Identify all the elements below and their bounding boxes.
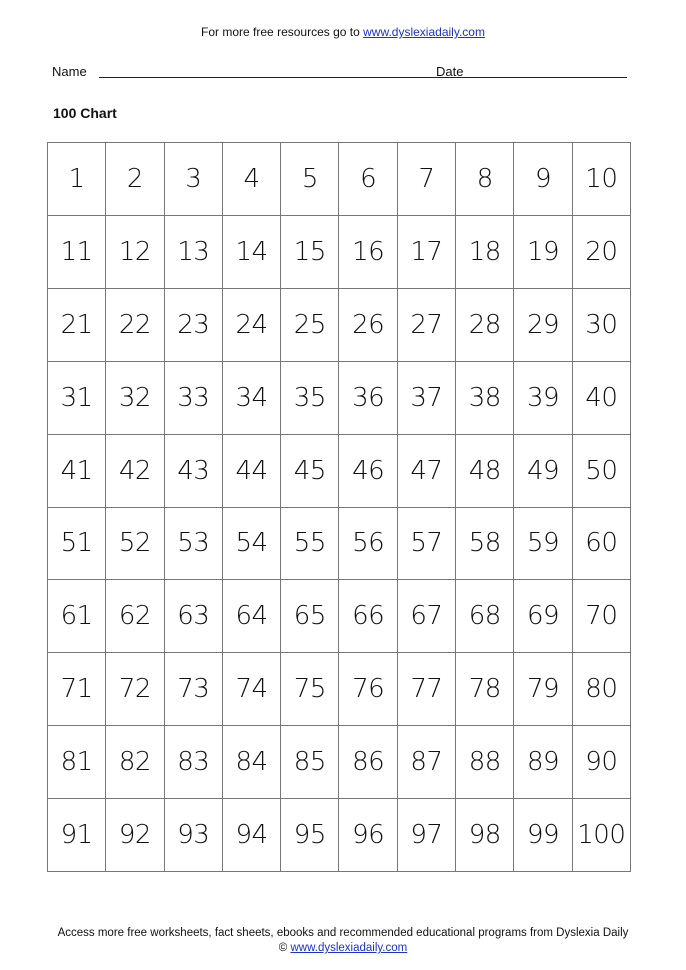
grid-cell: 78 <box>456 653 514 726</box>
grid-cell: 11 <box>48 216 106 289</box>
grid-cell: 35 <box>281 362 339 435</box>
grid-cell: 75 <box>281 653 339 726</box>
grid-cell: 48 <box>456 435 514 508</box>
grid-cell: 82 <box>106 726 164 799</box>
grid-cell: 50 <box>573 435 631 508</box>
grid-cell: 10 <box>573 143 631 216</box>
date-field[interactable] <box>473 77 627 78</box>
grid-cell: 5 <box>281 143 339 216</box>
grid-cell: 45 <box>281 435 339 508</box>
grid-cell: 32 <box>106 362 164 435</box>
date-label: Date <box>436 64 464 79</box>
grid-cell: 8 <box>456 143 514 216</box>
grid-cell: 94 <box>223 799 281 872</box>
grid-cell: 33 <box>165 362 223 435</box>
chart-title: 100 Chart <box>53 105 117 121</box>
grid-cell: 36 <box>339 362 397 435</box>
name-label: Name <box>52 64 87 79</box>
grid-cell: 96 <box>339 799 397 872</box>
grid-cell: 81 <box>48 726 106 799</box>
grid-cell: 86 <box>339 726 397 799</box>
grid-cell: 1 <box>48 143 106 216</box>
grid-cell: 18 <box>456 216 514 289</box>
grid-cell: 71 <box>48 653 106 726</box>
grid-cell: 34 <box>223 362 281 435</box>
grid-cell: 20 <box>573 216 631 289</box>
grid-cell: 99 <box>514 799 572 872</box>
footer-link-row <box>0 941 686 956</box>
grid-cell: 60 <box>573 508 631 581</box>
grid-cell: 56 <box>339 508 397 581</box>
footer <box>0 926 686 956</box>
grid-cell: 42 <box>106 435 164 508</box>
footer-website-link[interactable]: www.dyslexiadaily.com <box>290 942 408 954</box>
grid-cell: 2 <box>106 143 164 216</box>
grid-cell: 4 <box>223 143 281 216</box>
grid-cell: 76 <box>339 653 397 726</box>
grid-cell: 79 <box>514 653 572 726</box>
grid-cell: 69 <box>514 580 572 653</box>
grid-cell: 9 <box>514 143 572 216</box>
footer-text: Access more free worksheets, fact sheets, ebooks and recommended educational programs from Dyslexia Daily <box>57 927 629 939</box>
grid-cell: 88 <box>456 726 514 799</box>
grid-cell: 61 <box>48 580 106 653</box>
grid-cell: 6 <box>339 143 397 216</box>
grid-cell: 80 <box>573 653 631 726</box>
grid-cell: 16 <box>339 216 397 289</box>
grid-cell: 28 <box>456 289 514 362</box>
grid-cell: 49 <box>514 435 572 508</box>
grid-cell: 46 <box>339 435 397 508</box>
grid-cell: 53 <box>165 508 223 581</box>
name-field[interactable] <box>99 77 475 78</box>
grid-cell: 31 <box>48 362 106 435</box>
grid-cell: 85 <box>281 726 339 799</box>
grid-cell: 63 <box>165 580 223 653</box>
grid-cell: 92 <box>106 799 164 872</box>
grid-cell: 62 <box>106 580 164 653</box>
grid-cell: 25 <box>281 289 339 362</box>
grid-cell: 22 <box>106 289 164 362</box>
grid-cell: 52 <box>106 508 164 581</box>
grid-cell: 74 <box>223 653 281 726</box>
grid-cell: 15 <box>281 216 339 289</box>
grid-cell: 64 <box>223 580 281 653</box>
grid-cell: 54 <box>223 508 281 581</box>
grid-cell: 83 <box>165 726 223 799</box>
grid-cell: 59 <box>514 508 572 581</box>
header-note-text: For more free resources go to <box>201 25 364 39</box>
grid-cell: 7 <box>398 143 456 216</box>
grid-cell: 38 <box>456 362 514 435</box>
grid-cell: 44 <box>223 435 281 508</box>
grid-cell: 29 <box>514 289 572 362</box>
grid-cell: 84 <box>223 726 281 799</box>
grid-cell: 47 <box>398 435 456 508</box>
grid-cell: 77 <box>398 653 456 726</box>
grid-cell: 23 <box>165 289 223 362</box>
grid-cell: 43 <box>165 435 223 508</box>
grid-cell: 66 <box>339 580 397 653</box>
grid-cell: 51 <box>48 508 106 581</box>
grid-cell: 26 <box>339 289 397 362</box>
grid-cell: 97 <box>398 799 456 872</box>
grid-cell: 95 <box>281 799 339 872</box>
grid-cell: 17 <box>398 216 456 289</box>
grid-cell: 24 <box>223 289 281 362</box>
grid-cell: 93 <box>165 799 223 872</box>
grid-cell: 3 <box>165 143 223 216</box>
grid-cell: 73 <box>165 653 223 726</box>
grid-cell: 19 <box>514 216 572 289</box>
hundred-chart-grid <box>47 142 631 872</box>
header-note <box>0 25 686 39</box>
grid-cell: 67 <box>398 580 456 653</box>
grid-cell: 68 <box>456 580 514 653</box>
grid-cell: 89 <box>514 726 572 799</box>
grid-cell: 13 <box>165 216 223 289</box>
copyright-symbol: © <box>278 942 288 954</box>
grid-cell: 39 <box>514 362 572 435</box>
grid-cell: 30 <box>573 289 631 362</box>
grid-cell: 55 <box>281 508 339 581</box>
grid-cell: 57 <box>398 508 456 581</box>
grid-cell: 87 <box>398 726 456 799</box>
grid-cell: 72 <box>106 653 164 726</box>
grid-cell: 12 <box>106 216 164 289</box>
grid-cell: 14 <box>223 216 281 289</box>
grid-cell: 40 <box>573 362 631 435</box>
grid-cell: 65 <box>281 580 339 653</box>
grid-cell: 58 <box>456 508 514 581</box>
grid-cell: 41 <box>48 435 106 508</box>
header-website-link[interactable]: www.dyslexiadaily.com <box>363 25 485 39</box>
grid-cell: 21 <box>48 289 106 362</box>
grid-cell: 98 <box>456 799 514 872</box>
grid-cell: 91 <box>48 799 106 872</box>
name-date-row <box>52 64 628 82</box>
grid-cell: 100 <box>573 799 631 872</box>
grid-cell: 70 <box>573 580 631 653</box>
grid-cell: 27 <box>398 289 456 362</box>
grid-cell: 37 <box>398 362 456 435</box>
grid-cell: 90 <box>573 726 631 799</box>
